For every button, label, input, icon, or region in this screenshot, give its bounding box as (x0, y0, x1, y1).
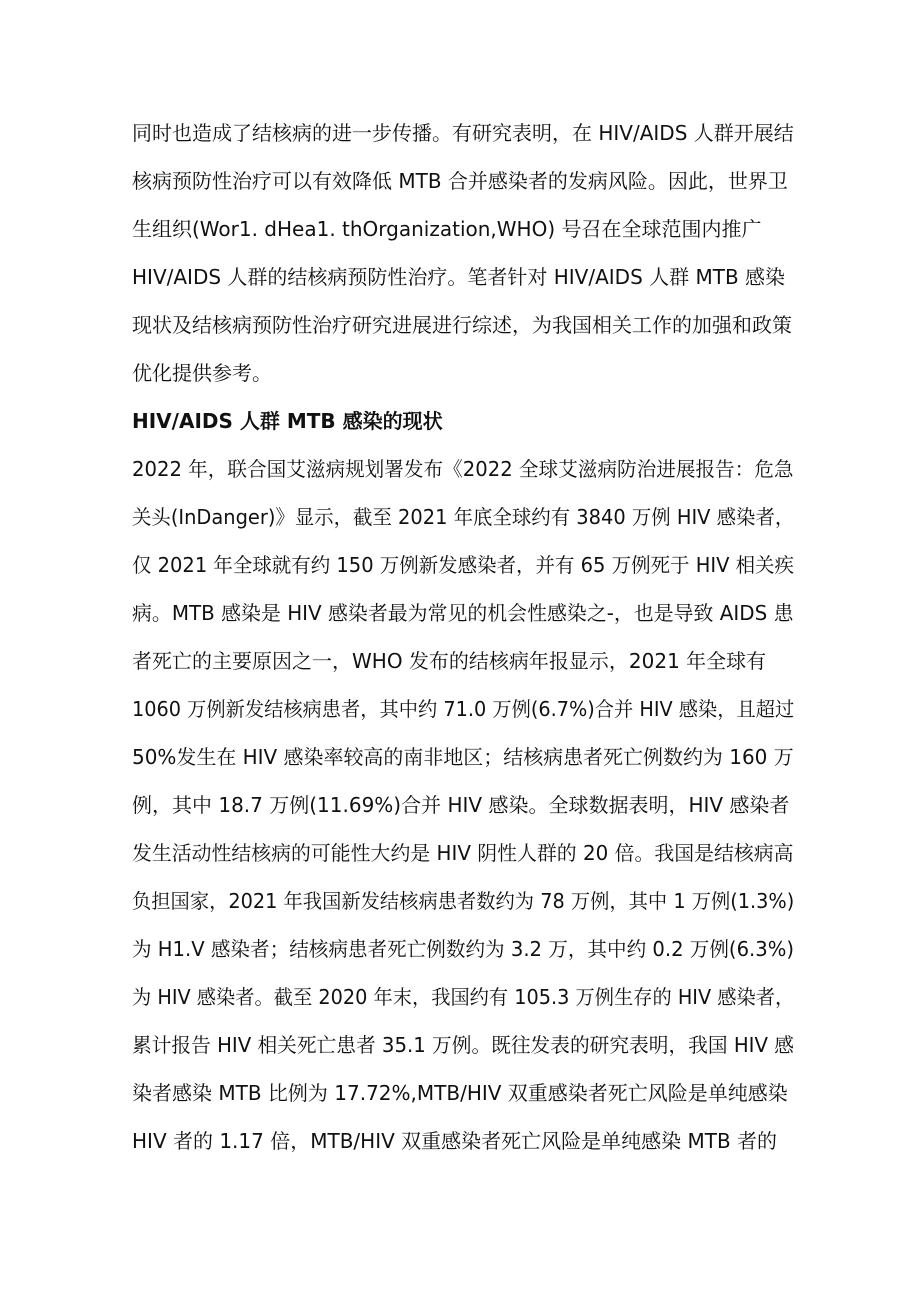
text-line: 1060 万例新发结核病患者，其中约 71.0 万例(6.7%)合并 HIV 感染，且超过 (132, 697, 795, 721)
text-line: 2022 年，联合国艾滋病规划署发布《2022 全球艾滋病防治进展报告：危急 (132, 457, 794, 481)
text-line: 为 HIV 感染者。截至 2020 年末，我国约有 105.3 万例生存的 HIV 感染者， (132, 985, 795, 1009)
text-line: 例，其中 18.7 万例(11.69%)合并 HIV 感染。全球数据表明，HIV 感染者 (132, 793, 790, 817)
text-line: 为 H1.V 感染者；结核病患者死亡例数约为 3.2 万，其中约 0.2 万例(6.3%) (132, 937, 794, 961)
text-line: 同时也造成了结核病的进一步传播。有研究表明，在 HIV/AIDS 人群开展结 (132, 121, 794, 145)
text-line: 累计报告 HIV 相关死亡患者 35.1 万例。既往发表的研究表明，我国 HIV 感 (132, 1033, 794, 1057)
text-line: 病。MTB 感染是 HIV 感染者最为常见的机会性感染之-，也是导致 AIDS 患 (132, 601, 794, 625)
text-line: 核病预防性治疗可以有效降低 MTB 合并感染者的发病风险。因此，世界卫 (132, 169, 788, 193)
text-line: 者死亡的主要原因之一，WHO 发布的结核病年报显示，2021 年全球有 (132, 649, 767, 673)
text-line: 负担国家，2021 年我国新发结核病患者数约为 78 万例，其中 1 万例(1.3%) (132, 889, 795, 913)
text-line: 50%发生在 HIV 感染率较高的南非地区；结核病患者死亡例数约为 160 万 (132, 745, 794, 769)
text-line: 优化提供参考。 (132, 361, 272, 385)
text-line: 发生活动性结核病的可能性大约是 HIV 阴性人群的 20 倍。我国是结核病高 (132, 841, 794, 865)
text-line: 关头(InDanger)》显示，截至 2021 年底全球约有 3840 万例 HIV 感染者， (132, 505, 795, 529)
text-line: 生组织(Wor1. dHea1. thOrganization,WHO) 号召在全球范围内推广 (132, 217, 762, 241)
text-line: HIV 者的 1.17 倍，MTB/HIV 双重感染者死亡风险是单纯感染 MTB 者的 (132, 1129, 778, 1153)
text-line: 现状及结核病预防性治疗研究进展进行综述，为我国相关工作的加强和政策 (132, 313, 792, 337)
section-heading: HIV/AIDS 人群 MTB 感染的现状 (132, 409, 443, 433)
text-line: 仅 2021 年全球就有约 150 万例新发感染者，并有 65 万例死于 HIV 相关疾 (132, 553, 794, 577)
text-line: HIV/AIDS 人群的结核病预防性治疗。笔者针对 HIV/AIDS 人群 MTB 感染 (132, 265, 786, 289)
text-line: 染者感染 MTB 比例为 17.72%,MTB/HIV 双重感染者死亡风险是单纯感染 (132, 1081, 788, 1105)
